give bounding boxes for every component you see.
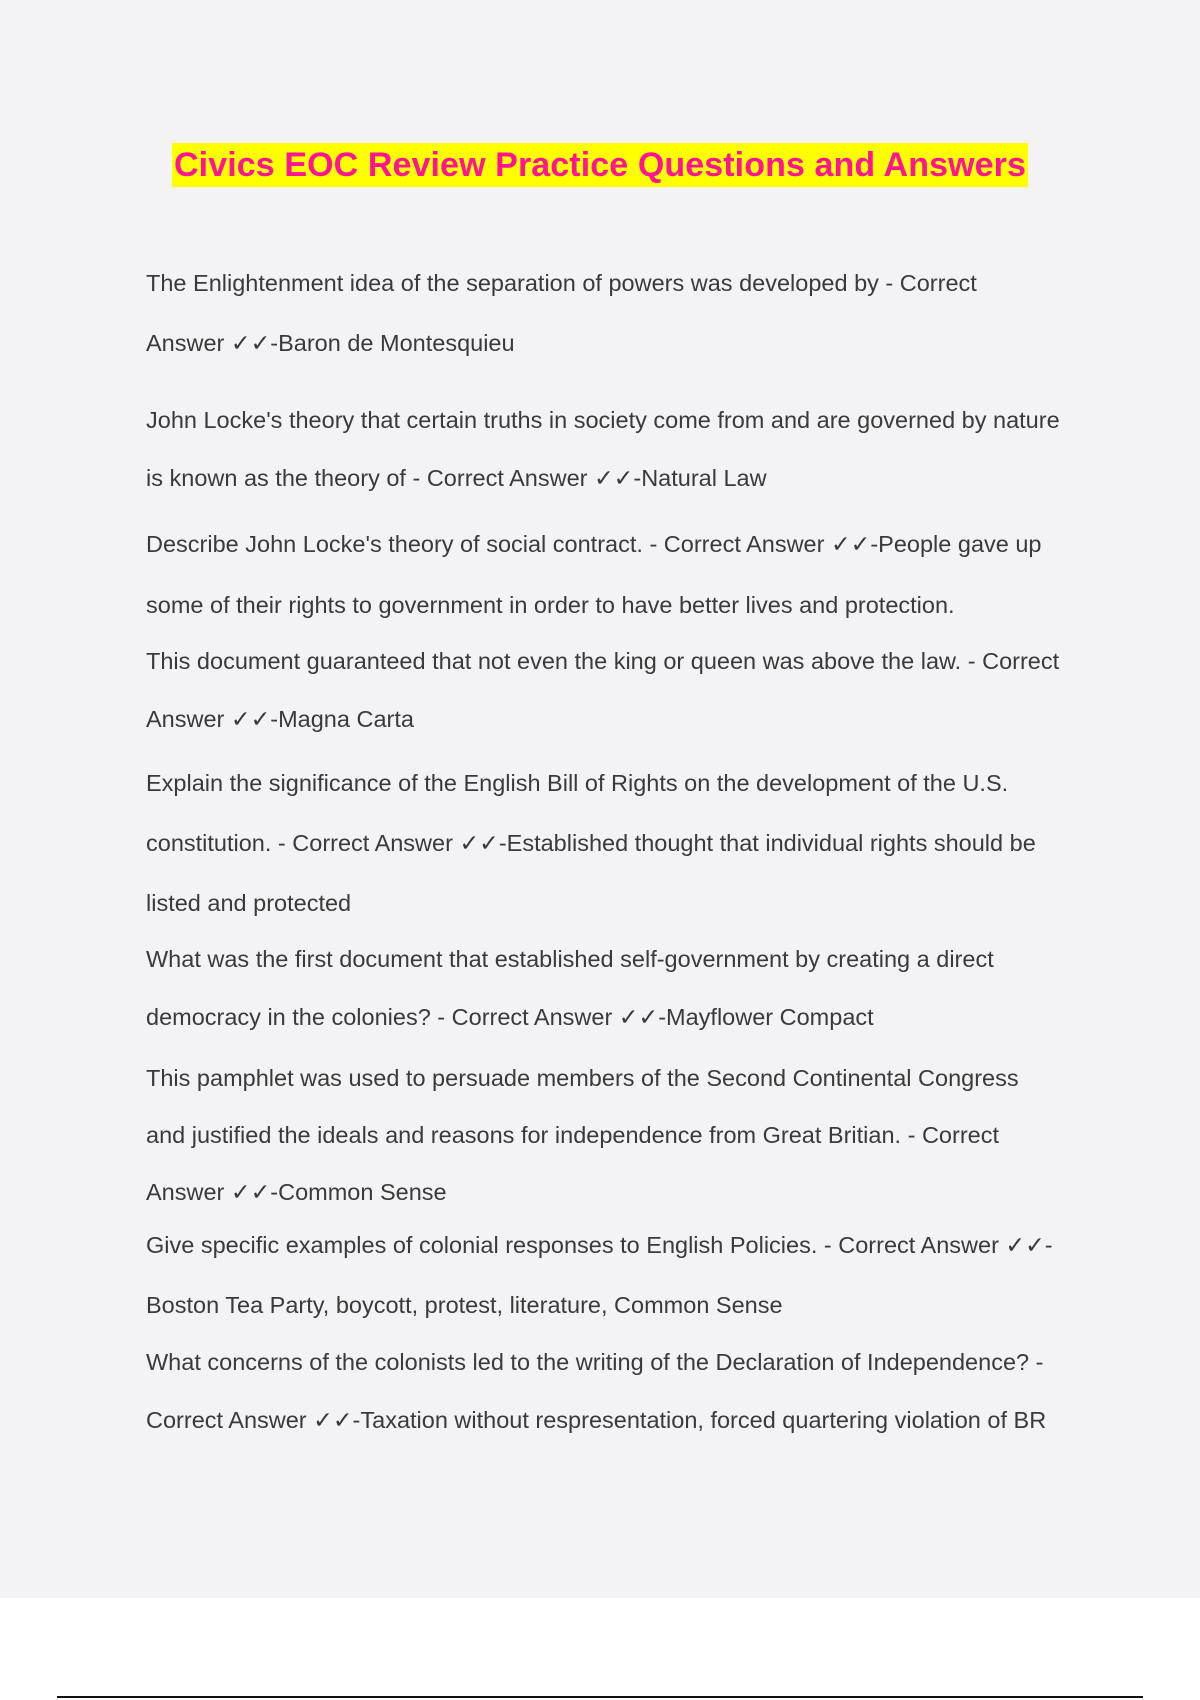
qa-item-6: What was the first document that established self-government by creating a direct democracy in the colonies? - Correct Answer ✓✓-Mayflower Compact xyxy=(146,946,994,1030)
qa-item-5: Explain the significance of the English Bill of Rights on the development of the U.S. constitution. - Correct Answer ✓✓-Established thought that individual rights should be listed and protected xyxy=(146,770,1036,916)
qa-item-9: What concerns of the colonists led to the writing of the Declaration of Independence? - Correct Answer ✓✓-Taxation without respresentation, forced quartering violation of BR xyxy=(146,1349,1047,1433)
qa-item-4: This document guaranteed that not even the king or queen was above the law. - Correct Answer ✓✓-Magna Carta xyxy=(146,648,1060,732)
qa-item-2: John Locke's theory that certain truths in society come from and are governed by nature is known as the theory of - Correct Answer ✓✓-Natural Law xyxy=(146,407,1060,491)
qa-item-3: Describe John Locke's theory of social contract. - Correct Answer ✓✓-People gave up some of their rights to government in order to have better lives and protection. xyxy=(146,531,1042,618)
qa-item-1: The Enlightenment idea of the separation of powers was developed by - Correct Answer ✓✓-Baron de Montesquieu xyxy=(146,270,977,356)
document-title: Civics EOC Review Practice Questions and Answers xyxy=(172,143,1028,187)
title-container xyxy=(0,143,1200,187)
footer-rule xyxy=(57,1696,1143,1698)
qa-item-8: Give specific examples of colonial responses to English Policies. - Correct Answer ✓✓- Boston Tea Party, boycott, protest, literature, Common Sense xyxy=(146,1232,1053,1318)
qa-item-7: This pamphlet was used to persuade members of the Second Continental Congress and justified the ideals and reasons for independence from Great Britian. - Correct Answer ✓✓-Common Sense xyxy=(146,1065,1019,1205)
